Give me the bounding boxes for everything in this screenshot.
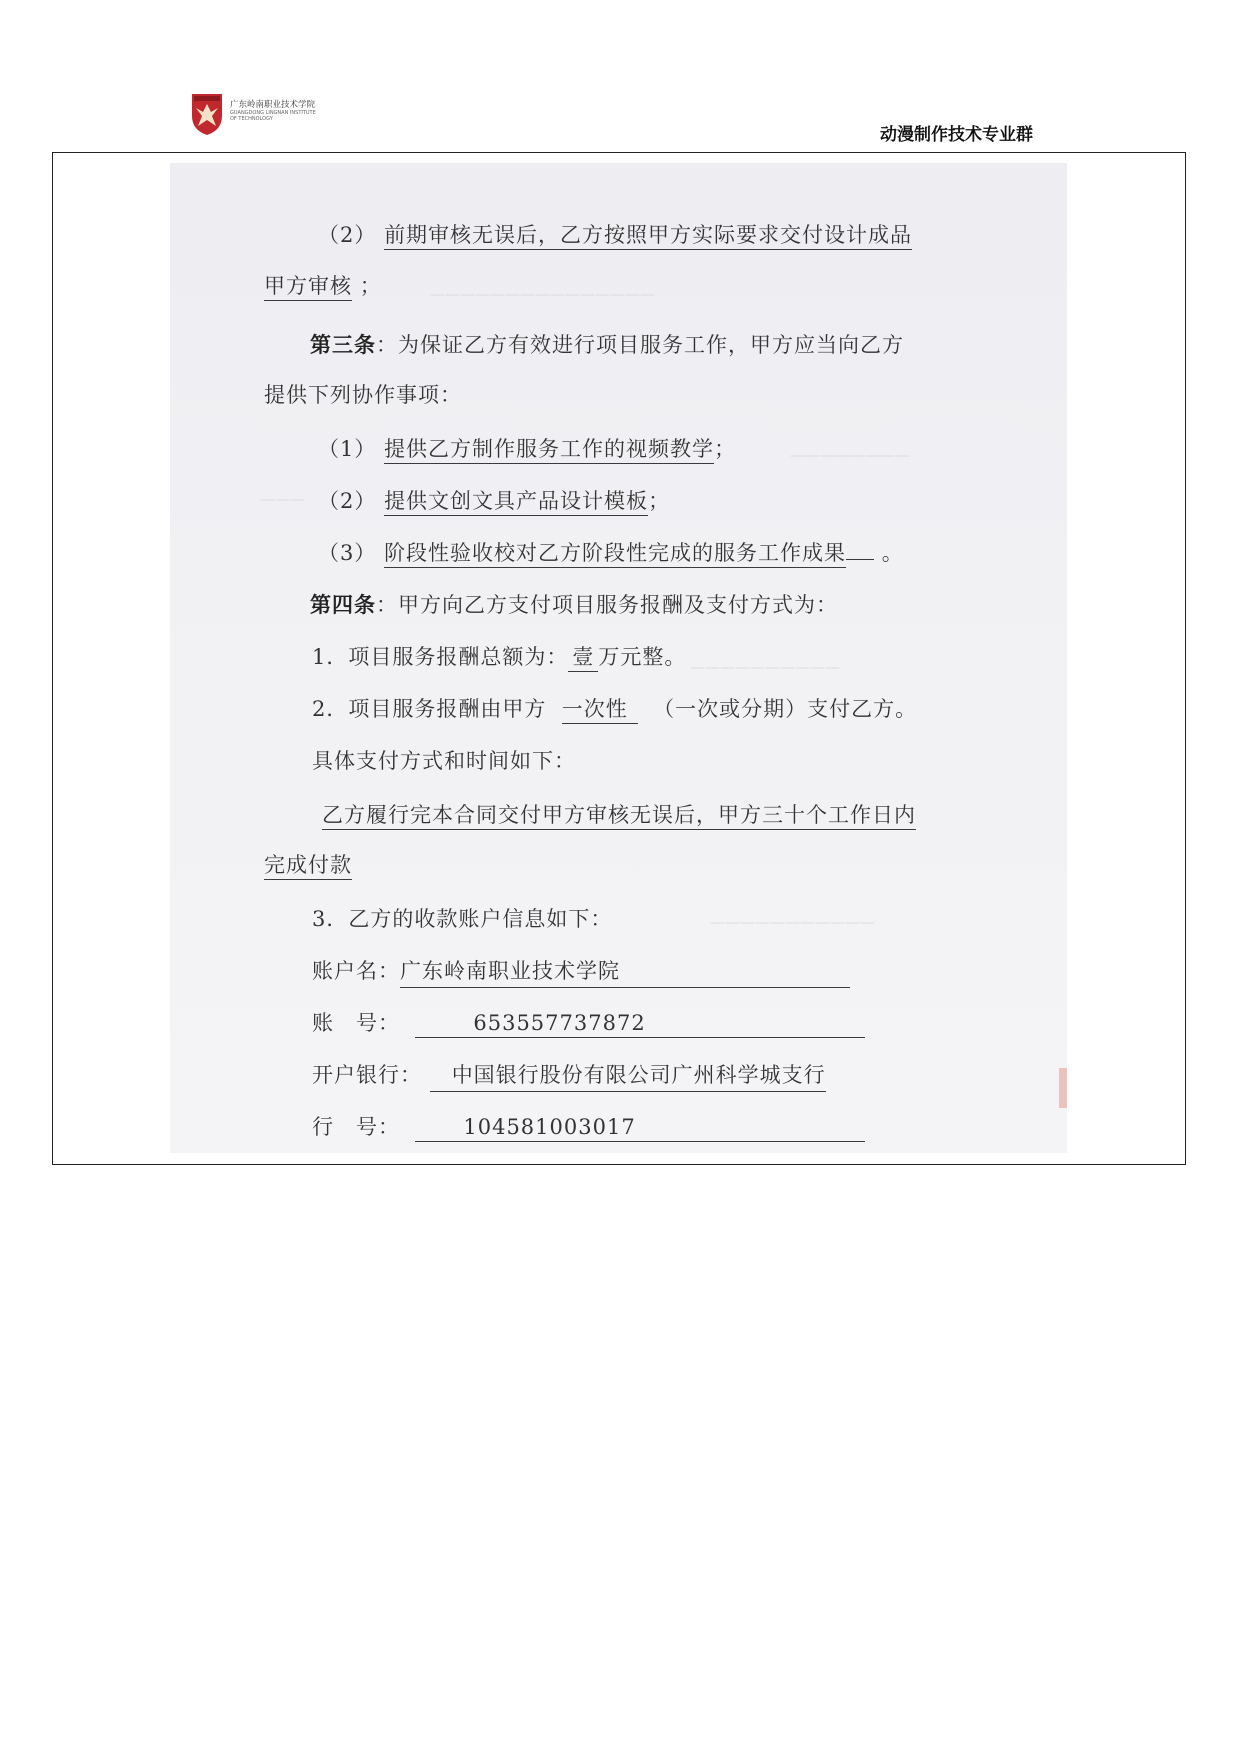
payment-1 bbox=[312, 641, 686, 671]
clause-2-number: （2） bbox=[318, 223, 377, 247]
item-1-number: （1） bbox=[318, 437, 377, 461]
article-3-text-b: 提供下列协作事项： bbox=[264, 383, 462, 407]
item-3-number: （3） bbox=[318, 541, 377, 565]
item-2 bbox=[318, 485, 670, 515]
payment-detail-a-line bbox=[322, 799, 916, 829]
article-4-text: ：甲方向乙方支付项目服务报酬及支付方式为： bbox=[376, 593, 838, 617]
payment-1-value: 壹 bbox=[568, 645, 598, 672]
contract-photo bbox=[170, 163, 1067, 1153]
payment-1-label: 1．项目服务报酬总额为： bbox=[312, 645, 569, 669]
item-2-number: （2） bbox=[318, 489, 377, 513]
bleed-through-text: ——————————————— bbox=[430, 285, 655, 303]
bleed-through-text: ———————— bbox=[790, 446, 910, 464]
clause-2-continued bbox=[264, 270, 382, 300]
account-number-row bbox=[312, 1007, 865, 1038]
account-name-label: 账户名： bbox=[312, 959, 400, 983]
bank-label: 开户银行： bbox=[312, 1063, 422, 1087]
seal-stamp-edge bbox=[1059, 1068, 1067, 1108]
clause-2 bbox=[318, 219, 912, 249]
article-4-title: 第四条 bbox=[310, 592, 376, 617]
item-1-end: ； bbox=[714, 437, 737, 461]
account-number-label: 账 号： bbox=[312, 1011, 400, 1035]
article-3-title: 第三条 bbox=[310, 332, 376, 357]
bank-number-value: 104581003017 bbox=[415, 1115, 865, 1142]
payment-detail-b-line bbox=[264, 849, 352, 879]
payment-2 bbox=[312, 693, 917, 723]
payment-2-suffix: （一次或分期）支付乙方。 bbox=[653, 697, 918, 721]
bank-value: 中国银行股份有限公司广州科学城支行 bbox=[430, 1059, 826, 1092]
college-shield-icon bbox=[190, 92, 224, 136]
payment-1-suffix: 万元整。 bbox=[598, 645, 687, 669]
bank-number-row bbox=[312, 1111, 865, 1142]
article-3 bbox=[310, 329, 904, 359]
clause-2-text-a: 前期审核无误后，乙方按照甲方实际要求交付设计成品 bbox=[384, 223, 912, 250]
article-4 bbox=[310, 589, 838, 619]
account-name-value: 广东岭南职业技术学院 bbox=[400, 955, 850, 988]
college-logo bbox=[190, 92, 330, 140]
article-3-text-a: ：为保证乙方有效进行项目服务工作，甲方应当向乙方 bbox=[376, 333, 904, 357]
department-title: 动漫制作技术专业群 bbox=[880, 125, 1033, 145]
payment-2-label: 2．项目服务报酬由甲方 bbox=[312, 697, 547, 721]
item-3 bbox=[318, 537, 904, 567]
bleed-through-text: ——————————— bbox=[710, 913, 875, 931]
payment-2-value: 一次性 bbox=[562, 697, 638, 724]
item-2-text: 提供文创文具产品设计模板 bbox=[384, 489, 648, 516]
item-3-end: 。 bbox=[881, 541, 904, 565]
payment-detail-b: 完成付款 bbox=[264, 853, 352, 880]
account-number-value: 653557737872 bbox=[415, 1011, 865, 1038]
payment-detail-a: 乙方履行完本合同交付甲方审核无误后，甲方三十个工作日内 bbox=[322, 803, 916, 830]
bank-number-label: 行 号： bbox=[312, 1115, 400, 1139]
item-2-end: ； bbox=[648, 489, 671, 513]
payment-detail-label: 具体支付方式和时间如下： bbox=[312, 749, 576, 773]
payment-3-label: 3．乙方的收款账户信息如下： bbox=[312, 907, 613, 931]
clause-2-end: ； bbox=[359, 274, 382, 298]
logo-name-cn: 广东岭南职业技术学院 bbox=[230, 100, 316, 110]
bleed-through-text: ——— bbox=[260, 490, 305, 508]
bleed-through-text: —————————— bbox=[690, 658, 840, 676]
account-name-row bbox=[312, 955, 850, 988]
item-3-blank bbox=[846, 557, 874, 560]
logo-name-en: GUANGDONG LINGNAN INSTITUTE OF TECHNOLOGY bbox=[230, 110, 316, 122]
item-1-text: 提供乙方制作服务工作的视频教学 bbox=[384, 437, 714, 464]
clause-2-text-b: 甲方审核 bbox=[264, 274, 352, 301]
bank-row bbox=[312, 1059, 826, 1092]
item-3-text: 阶段性验收校对乙方阶段性完成的服务工作成果 bbox=[384, 541, 846, 568]
item-1 bbox=[318, 433, 736, 463]
